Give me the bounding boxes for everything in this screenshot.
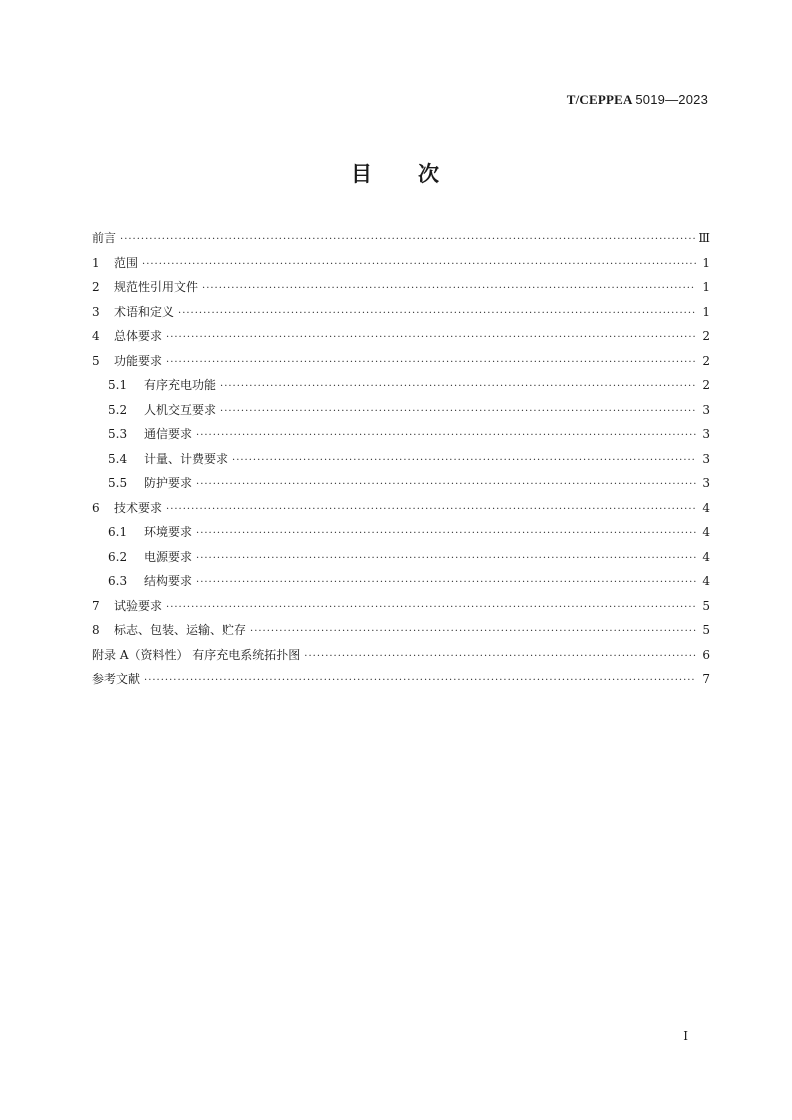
toc-entry-label: 附录 A（资料性） 有序充电系统拓扑图	[92, 647, 301, 662]
toc-entry-leader-dots	[202, 277, 696, 302]
table-of-contents	[92, 226, 710, 692]
toc-entry-label: 结构要求	[144, 574, 193, 588]
toc-entry-leader-dots	[196, 571, 696, 596]
toc-entry[interactable]	[92, 520, 710, 545]
toc-title	[0, 158, 792, 188]
toc-entry-page-number: 1	[702, 280, 710, 294]
toc-entry-leader-dots	[232, 449, 696, 474]
toc-entry-leader-dots	[196, 473, 696, 498]
toc-entry-section-number: 6.3	[108, 574, 128, 588]
toc-entry-page-number: 4	[702, 549, 710, 564]
toc-entry-label: 防护要求	[144, 476, 193, 490]
toc-entry[interactable]	[92, 643, 710, 668]
toc-entry-label: 电源要求	[144, 549, 193, 564]
toc-entry-page-number: 6	[702, 647, 710, 662]
toc-entry-section-number: 6.2	[108, 549, 128, 564]
toc-entry-label: 功能要求	[114, 353, 163, 368]
toc-entry[interactable]	[92, 569, 710, 594]
toc-entry-leader-dots	[220, 400, 696, 425]
toc-entry-label: 总体要求	[114, 329, 163, 343]
toc-entry-page-number: 7	[702, 672, 710, 686]
toc-entry-section-number: 4	[92, 329, 100, 343]
document-code-prefix: T/CEPPEA	[566, 92, 632, 107]
toc-entry[interactable]	[92, 618, 710, 643]
toc-entry-page-number: 2	[702, 353, 710, 368]
toc-entry-leader-dots	[304, 645, 696, 670]
toc-entry-section-number: 7	[92, 598, 100, 613]
toc-entry-section-number: 5.2	[108, 402, 128, 417]
toc-entry-section-number: 6.1	[108, 525, 128, 539]
toc-entry-section-number: 5.1	[108, 378, 128, 392]
toc-entry-leader-dots	[250, 620, 696, 645]
toc-entry-label: 有序充电功能	[144, 378, 217, 392]
toc-entry-leader-dots	[166, 498, 696, 523]
toc-entry-label: 标志、包装、运输、贮存	[114, 623, 247, 637]
toc-entry-leader-dots	[166, 326, 696, 351]
toc-entry[interactable]	[92, 594, 710, 619]
toc-entry[interactable]	[92, 373, 710, 398]
toc-entry[interactable]	[92, 251, 710, 276]
document-code-number: 5019—2023	[635, 92, 708, 107]
toc-entry-leader-dots	[144, 669, 696, 694]
toc-entry-leader-dots	[166, 351, 696, 376]
toc-entry-section-number: 1	[92, 255, 100, 270]
toc-entry-leader-dots	[120, 228, 696, 253]
toc-entry-section-number: 5.4	[108, 451, 128, 466]
toc-entry-section-number: 5.5	[108, 476, 128, 490]
toc-entry-leader-dots	[196, 424, 696, 449]
toc-entry-section-number: 5	[92, 353, 100, 368]
toc-entry-page-number: 3	[702, 476, 710, 490]
toc-entry[interactable]	[92, 496, 710, 521]
toc-entry-label: 参考文献	[92, 672, 141, 686]
toc-entry-section-number: 5.3	[108, 427, 128, 441]
toc-entry-page-number: 3	[702, 451, 710, 466]
toc-entry-leader-dots	[196, 522, 696, 547]
toc-entry[interactable]	[92, 349, 710, 374]
toc-entry-label: 技术要求	[114, 500, 163, 515]
toc-entry-label: 规范性引用文件	[114, 280, 199, 294]
toc-entry-label: 前言	[92, 231, 117, 245]
toc-entry[interactable]	[92, 300, 710, 325]
toc-entry-label: 环境要求	[144, 525, 193, 539]
toc-title-char-2: 次	[418, 162, 441, 186]
toc-entry-label: 计量、计费要求	[144, 451, 229, 466]
toc-entry-label: 范围	[114, 255, 139, 270]
toc-entry-page-number: 4	[702, 500, 710, 515]
toc-entry-label: 人机交互要求	[144, 402, 217, 417]
toc-entry-section-number: 6	[92, 500, 100, 515]
document-code	[567, 92, 708, 108]
toc-entry-page-number: 2	[702, 329, 710, 343]
toc-entry-leader-dots	[196, 547, 696, 572]
toc-entry-section-number: 2	[92, 280, 100, 294]
toc-entry-page-number: 1	[702, 255, 710, 270]
toc-entry-leader-dots	[142, 253, 696, 278]
toc-entry-page-number: 1	[702, 304, 710, 319]
toc-entry[interactable]	[92, 324, 710, 349]
toc-entry-label: 通信要求	[144, 427, 193, 441]
toc-entry-section-number: 3	[92, 304, 100, 319]
toc-title-char-1: 目	[351, 162, 374, 186]
toc-entry-page-number: 2	[702, 378, 710, 392]
toc-entry[interactable]	[92, 667, 710, 692]
toc-entry-leader-dots	[178, 302, 696, 327]
toc-entry-label: 试验要求	[114, 598, 163, 613]
toc-entry[interactable]	[92, 545, 710, 570]
toc-entry-section-number: 8	[92, 623, 100, 637]
toc-entry-page-number: 5	[702, 598, 710, 613]
toc-entry-leader-dots	[166, 596, 696, 621]
toc-entry-page-number: 4	[702, 574, 710, 588]
toc-entry[interactable]	[92, 447, 710, 472]
toc-entry[interactable]	[92, 471, 710, 496]
page-number: I	[683, 1029, 688, 1043]
toc-entry-page-number: 5	[702, 623, 710, 637]
toc-entry-page-number: 4	[702, 525, 710, 539]
toc-entry[interactable]	[92, 275, 710, 300]
toc-entry-label: 术语和定义	[114, 304, 175, 319]
toc-entry-page-number: 3	[702, 427, 710, 441]
toc-entry[interactable]	[92, 422, 710, 447]
toc-entry-leader-dots	[220, 375, 696, 400]
toc-entry-page-number: Ⅲ	[698, 231, 710, 245]
toc-entry[interactable]	[92, 226, 710, 251]
toc-entry[interactable]	[92, 398, 710, 423]
toc-entry-page-number: 3	[702, 402, 710, 417]
